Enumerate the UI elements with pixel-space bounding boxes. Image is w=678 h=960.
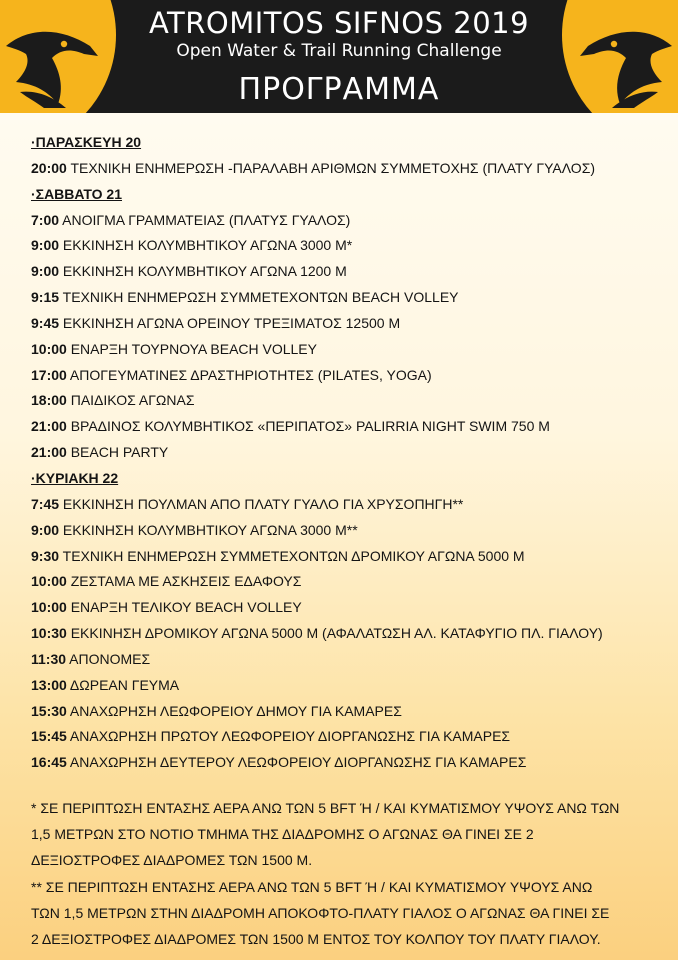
- event-text: ΕΚΚΙΝΗΣΗ ΑΓΩΝΑ ΟΡΕΙΝΟΥ ΤΡΕΞΙΜΑΤΟΣ 12500 Μ: [59, 314, 401, 331]
- event-text: ΒΡΑΔΙΝΟΣ ΚΟΛΥΜΒΗΤΙΚΟΣ «ΠΕΡΙΠΑΤΟΣ» PALIRRIA NIGHT SWIM 750 M: [66, 418, 550, 435]
- event-time: 18:00: [31, 392, 67, 409]
- event-text: ΑΝΑΧΩΡΗΣΗ ΛΕΩΦΟΡΕΙΟΥ ΔΗΜΟΥ ΓΙΑ ΚΑΜΑΡΕΣ: [66, 702, 402, 719]
- day-label: ·ΣΑΒΒΑΤΟ 21: [31, 185, 122, 202]
- event-time: 9:00: [31, 521, 60, 538]
- event-title: ATROMITOS SIFNOS 2019: [148, 6, 530, 40]
- footnote-line: ΔΕΞΙΟΣΤΡΟΦΕΣ ΔΙΑΔΡΟΜΕΣ ΤΩΝ 1500 Μ.: [31, 852, 313, 869]
- event-time: 13:00: [31, 676, 67, 693]
- event-time: 7:45: [31, 495, 60, 512]
- schedule-item: [31, 518, 661, 544]
- event-time: 16:45: [31, 754, 67, 771]
- schedule-item: [31, 259, 661, 285]
- footnote-double-star: [31, 874, 661, 953]
- schedule-item: [31, 311, 661, 337]
- event-text: ΕΝΑΡΞΗ ΤΟΥΡΝΟΥΑ BEACH VOLLEY: [66, 340, 317, 357]
- schedule-item: [31, 647, 661, 673]
- schedule-item: [31, 208, 661, 234]
- schedule: [31, 130, 661, 776]
- schedule-item: [31, 750, 661, 776]
- event-time: 7:00: [31, 211, 60, 228]
- event-time: 9:00: [31, 237, 60, 254]
- event-text: ΑΠΟΓΕΥΜΑΤΙΝΕΣ ΔΡΑΣΤΗΡΙΟΤΗΤΕΣ (PILATES, YOGA): [66, 366, 432, 383]
- poster-header: [0, 0, 678, 113]
- event-text: ΔΩΡΕΑΝ ΓΕΥΜΑ: [66, 676, 180, 693]
- event-text: ΕΚΚΙΝΗΣΗ ΚΟΛΥΜΒΗΤΙΚΟΥ ΑΓΩΝΑ 1200 Μ: [59, 263, 347, 280]
- footnote-single-star: [31, 795, 661, 874]
- event-time: 21:00: [31, 444, 67, 461]
- event-time: 21:00: [31, 418, 67, 435]
- event-text: ΤΕΧΝΙΚΗ ΕΝΗΜΕΡΩΣΗ ΣΥΜΜΕΤΕΧΟΝΤΩΝ BEACH VOLLEY: [59, 289, 459, 306]
- day-label: ·ΠΑΡΑΣΚΕΥΗ 20: [31, 134, 142, 150]
- schedule-item: [31, 492, 661, 518]
- event-text: ΤΕΧΝΙΚΗ ΕΝΗΜΕΡΩΣΗ -ΠΑΡΑΛΑΒΗ ΑΡΙΘΜΩΝ ΣΥΜΜΕΤΟΧΗΣ (ΠΛΑΤΥ ΓΥΑΛΟΣ): [66, 159, 596, 176]
- event-time: 10:00: [31, 340, 67, 357]
- schedule-item: [31, 285, 661, 311]
- event-text: ΠΑΙΔΙΚΟΣ ΑΓΩΝΑΣ: [66, 392, 195, 409]
- event-text: ΑΝΑΧΩΡΗΣΗ ΠΡΩΤΟΥ ΛΕΩΦΟΡΕΙΟΥ ΔΙΟΡΓΑΝΩΣΗΣ ΓΙΑ ΚΑΜΑΡΕΣ: [66, 728, 511, 745]
- day-label: ·ΚΥΡΙΑΚΗ 22: [31, 469, 119, 486]
- event-text: ΕΚΚΙΝΗΣΗ ΚΟΛΥΜΒΗΤΙΚΟΥ ΑΓΩΝΑ 3000 Μ*: [59, 237, 353, 254]
- event-text: ΕΝΑΡΞΗ ΤΕΛΙΚΟΥ BEACH VOLLEY: [66, 599, 302, 616]
- day-heading: [31, 130, 661, 156]
- day-heading: [31, 466, 661, 492]
- event-time: 10:00: [31, 573, 67, 590]
- schedule-item: [31, 673, 661, 699]
- schedule-item: [31, 544, 661, 570]
- event-time: 15:30: [31, 702, 67, 719]
- event-text: BEACH PARTY: [66, 444, 169, 461]
- event-text: ΕΚΚΙΝΗΣΗ ΔΡΟΜΙΚΟΥ ΑΓΩΝΑ 5000 Μ (ΑΦΑΛΑΤΩΣΗ ΑΛ. ΚΑΤΑΦΥΓΙΟ ΠΛ. ΓΙΑΛΟΥ): [66, 625, 603, 642]
- day-heading: [31, 182, 661, 208]
- event-time: 10:00: [31, 599, 67, 616]
- program-heading: ΠΡΟΓΡΑΜΜΑ: [238, 72, 440, 107]
- event-time: 9:45: [31, 314, 60, 331]
- event-time: 15:45: [31, 728, 67, 745]
- footnote-line: 2 ΔΕΞΙΟΣΤΡΟΦΕΣ ΔΙΑΔΡΟΜΕΣ ΤΩΝ 1500 Μ ΕΝΤΟΣ ΤΟΥ ΚΟΛΠΟΥ ΤΟΥ ΠΛΑΤΥ ΓΙΑΛΟΥ.: [31, 931, 601, 948]
- footnote-line: 1,5 ΜΕΤΡΩΝ ΣΤΟ ΝΟΤΙΟ ΤΜΗΜΑ ΤΗΣ ΔΙΑΔΡΟΜΗΣ Ο ΑΓΩΝΑΣ ΘΑ ΓΙΝΕΙ ΣΕ 2: [31, 826, 534, 843]
- footnote-line: ** ΣΕ ΠΕΡΙΠΤΩΣΗ ΕΝΤΑΣΗΣ ΑΕΡΑ ΑΝΩ ΤΩΝ 5 BFT Ή / ΚΑΙ ΚΥΜΑΤΙΣΜΟΥ ΥΨΟΥΣ ΑΝΩ: [31, 878, 593, 895]
- event-time: 11:30: [31, 650, 67, 667]
- event-text: ΤΕΧΝΙΚΗ ΕΝΗΜΕΡΩΣΗ ΣΥΜΜΕΤΕΧΟΝΤΩΝ ΔΡΟΜΙΚΟΥ ΑΓΩΝΑ 5000 Μ: [59, 547, 525, 564]
- footnotes: [31, 795, 661, 952]
- event-time: 9:00: [31, 263, 60, 280]
- schedule-item: [31, 621, 661, 647]
- schedule-item: [31, 724, 661, 750]
- event-time: 20:00: [31, 159, 67, 176]
- event-text: ΑΠΟΝΟΜΕΣ: [66, 650, 151, 667]
- event-time: 17:00: [31, 366, 67, 383]
- schedule-item: [31, 388, 661, 414]
- footnote-line: * ΣΕ ΠΕΡΙΠΤΩΣΗ ΕΝΤΑΣΗΣ ΑΕΡΑ ΑΝΩ ΤΩΝ 5 BFT Ή / ΚΑΙ ΚΥΜΑΤΙΣΜΟΥ ΥΨΟΥΣ ΑΝΩ ΤΩΝ: [31, 800, 620, 816]
- schedule-item: [31, 595, 661, 621]
- event-text: ΕΚΚΙΝΗΣΗ ΚΟΛΥΜΒΗΤΙΚΟΥ ΑΓΩΝΑ 3000 Μ**: [59, 521, 358, 538]
- schedule-item: [31, 233, 661, 259]
- schedule-item: [31, 414, 661, 440]
- event-time: 9:30: [31, 547, 60, 564]
- event-time: 9:15: [31, 289, 60, 306]
- event-time: 10:30: [31, 625, 67, 642]
- event-subtitle: Open Water & Trail Running Challenge: [176, 41, 502, 61]
- schedule-item: [31, 440, 661, 466]
- schedule-item: [31, 363, 661, 389]
- event-text: ΑΝΟΙΓΜΑ ΓΡΑΜΜΑΤΕΙΑΣ (ΠΛΑΤΥΣ ΓΥΑΛΟΣ): [59, 211, 351, 228]
- schedule-item: [31, 337, 661, 363]
- event-text: ΖΕΣΤΑΜΑ ΜΕ ΑΣΚΗΣΕΙΣ ΕΔΑΦΟΥΣ: [66, 573, 302, 590]
- schedule-item: [31, 699, 661, 725]
- schedule-item: [31, 569, 661, 595]
- event-text: ΕΚΚΙΝΗΣΗ ΠΟΥΛΜΑΝ ΑΠΟ ΠΛΑΤΥ ΓΥΑΛΟ ΓΙΑ ΧΡΥΣΟΠΗΓΗ**: [59, 495, 464, 512]
- schedule-item: [31, 156, 661, 182]
- footnote-line: ΤΩΝ 1,5 ΜΕΤΡΩΝ ΣΤΗΝ ΔΙΑΔΡΟΜΗ ΑΠΟΚΟΦΤΟ-ΠΛΑΤΥ ΓΙΑΛΟΣ Ο ΑΓΩΝΑΣ ΘΑ ΓΙΝΕΙ ΣΕ: [31, 904, 610, 921]
- event-text: ΑΝΑΧΩΡΗΣΗ ΔΕΥΤΕΡΟΥ ΛΕΩΦΟΡΕΙΟΥ ΔΙΟΡΓΑΝΩΣΗΣ ΓΙΑ ΚΑΜΑΡΕΣ: [66, 754, 527, 771]
